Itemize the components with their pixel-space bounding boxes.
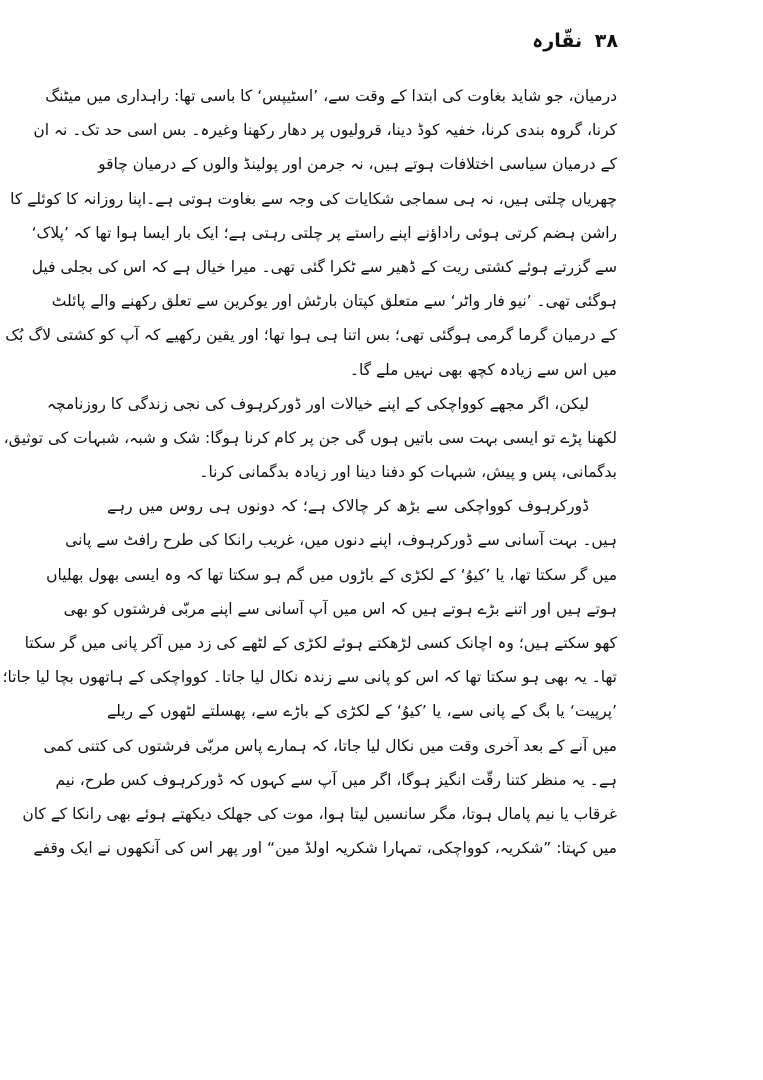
text-line: ہیں۔ بہت آسانی سے ڈورکرہوف، اپنے دنوں میں، غریب رانکا کی طرح رافٹ سے پانی: [65, 531, 617, 550]
text-line: ہوگئی تھی۔ ’نیو فار واٹر‘ سے متعلق کپتان بارٹش اور یوکرین سے تعلق رکھنے والے پائلٹ: [51, 292, 617, 311]
text-line: میں آنے کے بعد آخری وقت میں نکال لیا جاتا، کہ ہمارے پاس مربّی فرشتوں کی کتنی کمی: [43, 736, 617, 755]
running-title: نقّارہ: [532, 30, 583, 52]
text-line: سے گزرتے ہوئے کشتی ریت کے ڈھیر سے ٹکرا گئی تھی۔ میرا خیال ہے کہ اس کی بجلی فیل: [31, 257, 617, 276]
text-line: بدگمانی، پس و پیش، شبہات کو دفنا دینا اور زیادہ بدگمانی کرنا۔: [199, 463, 617, 482]
body-text: [2, 79, 617, 865]
text-line: ڈورکرہوف کوواچکی سے بڑھ کر چالاک ہے؛ کہ دونوں ہی روس میں رہے: [107, 497, 589, 516]
text-line: ’پرپیت‘ یا بگ کے پانی سے، یا ’کیوُ‘ کے لکڑی کے باڑے سے، پھسلتے لٹھوں کے ریلے: [107, 702, 617, 721]
text-line: میں کہتا: ”شکریہ، کوواچکی، تمہارا شکریہ اولڈ مین“ اور پھر اس کی آنکھوں نے ایک وقفے: [33, 839, 617, 858]
text-line: لکھنا پڑے تو ایسی بہت سی باتیں ہوں گی جن پر کام کرنا ہوگا: شک و شبہ، شبہات کی توثیق،: [3, 428, 617, 447]
text-line: کے درمیان گرما گرمی ہوگئی تھی؛ بس اتنا ہی ہوا تھا؛ اور یقین رکھیے کہ آپ کو کشتی لاگ بُک: [5, 326, 617, 345]
text-line: میں اس سے زیادہ کچھ بھی نہیں ملے گا۔: [349, 360, 617, 379]
text-line: چھریاں چلتی ہیں، نہ ہی سماجی شکایات کی وجہ سے بغاوت ہوتی ہے۔اپنا روزانہ کا کوئلے کا: [10, 189, 617, 208]
text-line: راشن ہضم کرتی ہوئی راداؤنے اپنے راستے پر چلتی رہتی ہے؛ ایک بار ایسا ہوا تھا کہ ’پلاک‘: [31, 223, 617, 242]
text-line: ہوتے ہیں اور اتنے بڑے ہوتے ہیں کہ اس میں آپ آسانی سے اپنے مربّی فرشتوں کو بھی: [63, 599, 617, 618]
text-line: کرنا، گروہ بندی کرنا، خفیہ کوڈ دینا، قرولیوں پر دھار رکھنا وغیرہ۔ بس اسی حد تک۔ نہ ان: [33, 121, 617, 140]
text-line: کے درمیان سیاسی اختلافات ہوتے ہیں، نہ جرمن اور پولینڈ والوں کے درمیان چاقو: [98, 155, 617, 174]
text-line: غرقاب یا نیم پامال ہوتا، مگر سانسیں لیتا ہوا، موت کی جھلک دیکھتے ہوئے بھی رانکا کے کان: [22, 804, 617, 823]
text-line: لیکن، اگر مجھے کوواچکی کے اپنے خیالات اور ڈورکرہوف کی نجی زندگی کا روزنامچہ: [46, 394, 589, 413]
text-line: درمیان، جو شاید بغاوت کی ابتدا کے وقت سے، ’اسٹیپس‘ کا باسی تھا: راہداری میں میٹنگ: [45, 87, 617, 105]
page-header: [526, 30, 618, 52]
text-line: ہے۔ یہ منظر کتنا رقّت انگیز ہوگا، اگر میں آپ سے کہوں کہ ڈورکرہوف کس طرح، نیم: [55, 770, 617, 789]
text-line: تھا۔ یہ بھی ہو سکتا تھا کہ اس کو پانی سے زندہ نکال لیا جاتا۔ کوواچکی کے ہاتھوں بچا لیا جاتا؛: [2, 668, 617, 687]
text-line: میں گر سکتا تھا، یا ’کیوُ‘ کے لکڑی کے باڑوں میں گم ہو سکتا تھا کہ وہ ایسی بھول بھلیاں: [46, 565, 617, 584]
text-line: کھو سکتے ہیں؛ وہ اچانک کسی لڑھکتے ہوئے لکڑی کے لٹھے کی زد میں آکر پانی میں گر سکتا: [24, 634, 617, 652]
page-number: ۳۸: [594, 30, 618, 52]
